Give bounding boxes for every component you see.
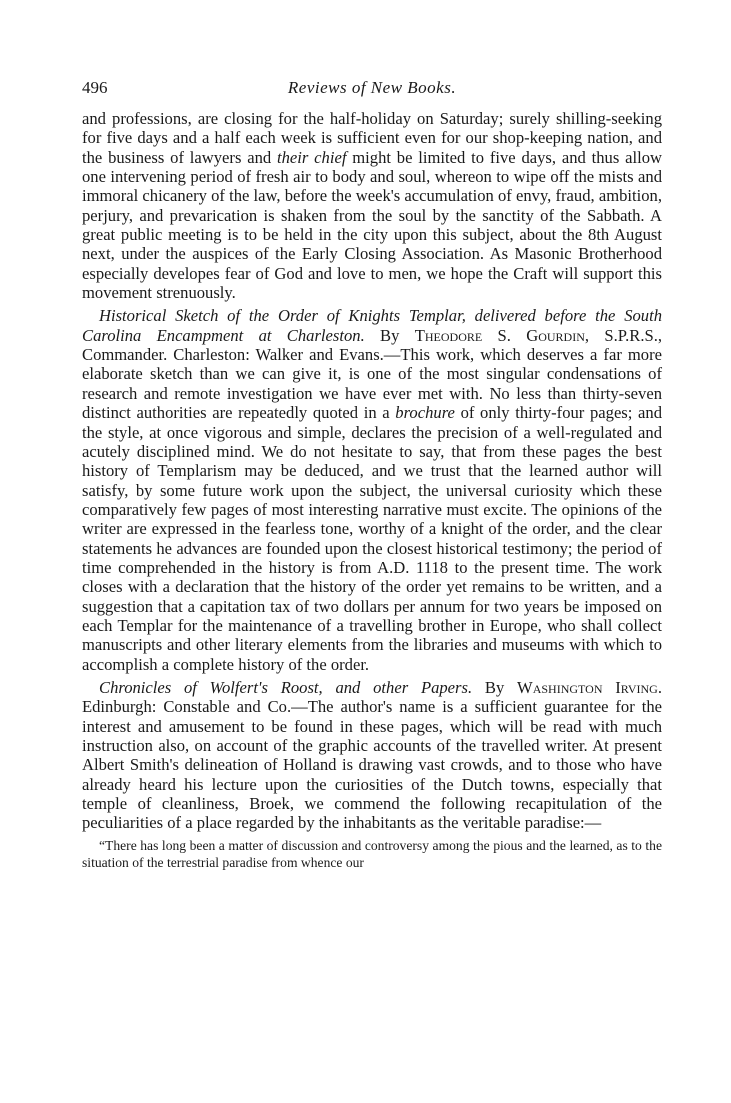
review-text: , S.P.R.S., Commander. Charleston: Walker and Evans.—This work, which deserves a far more elaborate sketch than we can give it, is one of the most singular condensations of research and remote investigation we have ever met with. No less than thirty-seven distinct authorities are repeatedly quoted in a xyxy=(82,325,662,423)
review-wolferts-roost: Chronicles of Wolfert's Roost, and other Papers. By Washington Irving. Edinburgh: Constable and Co.—The author's name is a sufficient guarantee for the interest and amusement to be found in these pages, which will be read with much instruction also, on account of the graphic accounts of the travelled writer. At present Albert Smith's delineation of Holland is drawing vast crowds, and to those who have already heard his lecture upon the curiosities of the Dutch towns, especially that temple of cleanliness, Broek, we commend the following recapitulation of the peculiarities of a place regarded by the inhabitants as the veritable paradise:— xyxy=(82,677,662,833)
review-title: Chronicles of Wolfert's Roost, and other Papers. xyxy=(99,677,473,697)
review-author: Washington Irving xyxy=(517,677,658,697)
block-quote: “There has long been a matter of discussion and controversy among the pious and the learned, as to the situation of the terrestrial paradise from whence our xyxy=(82,837,662,870)
review-knights-templar: Historical Sketch of the Order of Knights Templar, delivered before the South Carolina Encampment at Charleston. By Theodore S. Gourdin, S.P.R.S., Commander. Charleston: Walker and Evans.—This work, which deserves a far more elaborate sketch than we can give it, is one of the most singular condensations of research and remote investigation we have ever met with. No less than thirty-seven distinct authorities are repeatedly quoted in a brochure of only thirty-four pages; and the style, at once vigorous and simple, declares the precision of a well-regulated and acutely disciplined mind. We do not hesitate to say, that from these pages the best history of Templarism may be deduced, and we trust that the learned author will satisfy, by some future work upon the subject, the universal curiosity which these comparatively few pages of most interesting narrative must excite. The opinions of the writer are expressed in the fearless tone, worthy of a knight of the order, and the clear statements he advances are founded upon the closest historical testimony; the period of time comprehended in the history is from A.D. 1118 to the present time. The work closes with a declaration that the history of the order yet remains to be written, and a suggestion that a capitation tax of two dollars per annum for two years be imposed on each Templar for the maintenance of a travelling brother in Europe, who shall collect manuscripts and other literary elements from the libraries and museums with which to accomplish a complete history of the order. xyxy=(82,306,662,674)
running-title: Reviews of New Books. xyxy=(287,78,457,97)
running-head xyxy=(82,78,662,106)
emphasis-text: their chief xyxy=(277,147,347,167)
review-text: of only thirty-four pages; and the style, at once vigorous and simple, declares the precision of a well-regulated and acutely disciplined mind. We do not hesitate to say, that from these pages the best history of Templarism may be deduced, and we trust that the learned author will satisfy, by some future work upon the subject, the universal curiosity which these comparatively few pages of most interesting narrative must excite. The opinions of the writer are expressed in the fearless tone, worthy of a knight of the order, and the clear statements he advances are founded upon the closest historical testimony; the period of time comprehended in the history is from A.D. 1118 to the present time. The work closes with a declaration that the history of the order yet remains to be written, and a suggestion that a capitation tax of two dollars per annum for two years be imposed on each Templar for the maintenance of a travelling brother in Europe, who shall collect manuscripts and other literary elements from the libraries and museums with which to accomplish a complete history of the order. xyxy=(82,403,662,674)
review-text: . Edinburgh: Constable and Co.—The author's name is a sufficient guarantee for the interest and amusement to be found in these pages, which will be read with much instruction also, on account of the graphic accounts of the travelled writer. At present Albert Smith's delineation of Holland is drawing vast crowds, and to those who have already heard his lecture upon the curiosities of the Dutch towns, especially that temple of cleanliness, Broek, we commend the following recapitulation of the peculiarities of a place regarded by the inhabitants as the veritable paradise:— xyxy=(82,677,662,833)
body-text xyxy=(82,109,662,871)
page-number: 496 xyxy=(82,78,108,97)
emphasis-text: brochure xyxy=(395,403,455,423)
review-author: Theodore S. Gourdin xyxy=(414,325,585,345)
paragraph-early-closing xyxy=(82,109,662,302)
book-page xyxy=(82,78,662,871)
paragraph-text: might be limited to five days, and thus allow one intervening period of fresh air to body and soul, whereon to wipe off the mists and immoral chicanery of the law, before the week's accumulation of envy, fraud, ambition, perjury, and prevarication is shaken from the soul by the sanctity of the Sabbath. A great public meeting is to be held in the city upon this subject, about the 8th August next, under the auspices of the Early Closing Association. As Masonic Brotherhood especially developes fear of God and love to men, we hope the Craft will support this movement strenuously. xyxy=(82,147,662,303)
paragraph-text: and professions, are closing for the half-holiday on Saturday; surely shilling-seeking for five days and a half each week is sufficient even for our shop-keeping nation, and the business of lawyers and xyxy=(82,109,662,167)
review-title: Historical Sketch of the Order of Knights Templar, delivered before the South Carolina Encampment at Charleston. xyxy=(82,306,662,345)
